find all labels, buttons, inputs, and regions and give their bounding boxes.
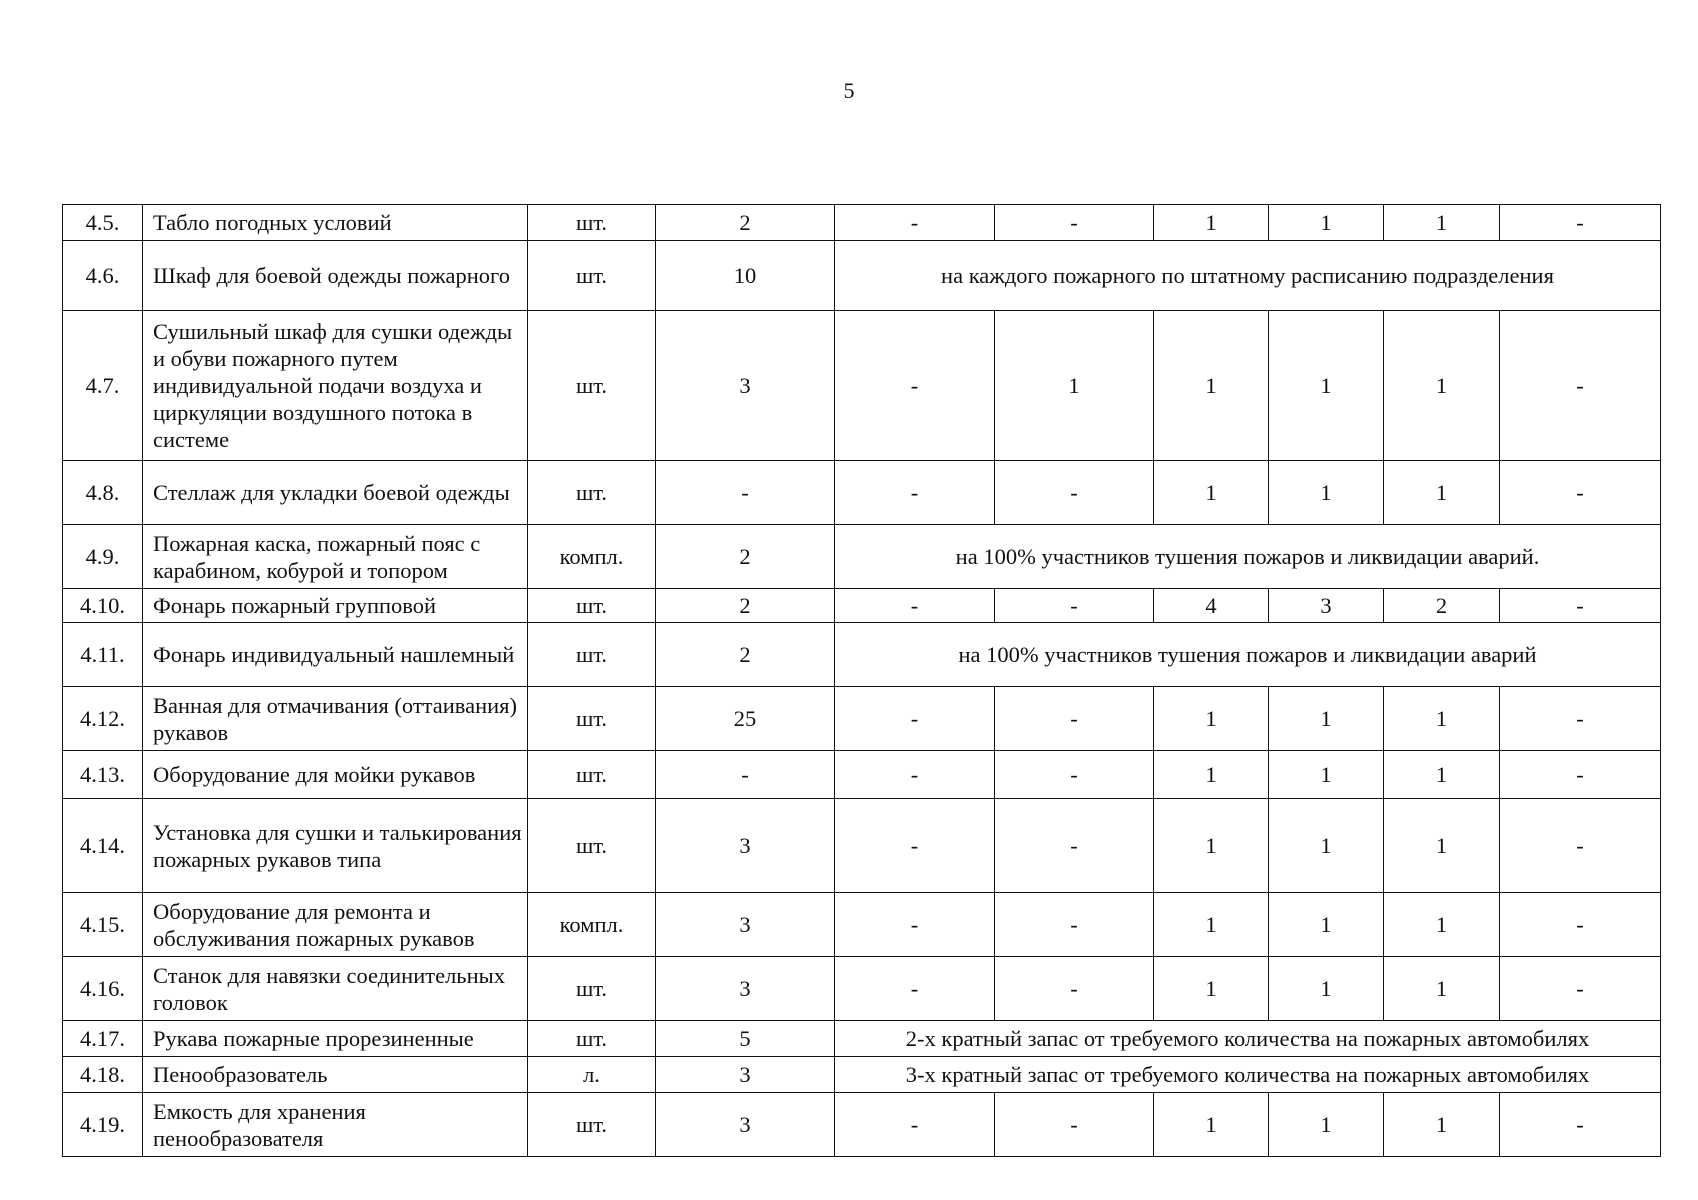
quantity-cell: 3 (656, 1057, 835, 1093)
unit-cell: шт. (528, 205, 656, 241)
quantity-cell: - (656, 461, 835, 525)
value-cell: 1 (1269, 311, 1384, 461)
row-number: 4.16. (63, 957, 143, 1021)
item-name: Установка для сушки и талькирования пожарных рукавов типа (143, 799, 528, 893)
value-cell: 1 (1154, 957, 1269, 1021)
table-row (63, 799, 1661, 893)
item-name: Оборудование для ремонта и обслуживания пожарных рукавов (143, 893, 528, 957)
value-cell: 1 (1154, 893, 1269, 957)
value-cell: 1 (1384, 751, 1500, 799)
quantity-cell: 2 (656, 589, 835, 623)
value-cell: 1 (1384, 687, 1500, 751)
row-number: 4.18. (63, 1057, 143, 1093)
value-cell: 1 (1384, 1093, 1500, 1157)
unit-cell: компл. (528, 893, 656, 957)
value-cell: - (1500, 461, 1661, 525)
unit-cell: шт. (528, 589, 656, 623)
unit-cell: шт. (528, 1021, 656, 1057)
item-name: Фонарь пожарный групповой (143, 589, 528, 623)
note-cell: на 100% участников тушения пожаров и ликвидации аварий. (835, 525, 1661, 589)
quantity-cell: 2 (656, 623, 835, 687)
item-name: Пожарная каска, пожарный пояс с карабином, кобурой и топором (143, 525, 528, 589)
value-cell: 1 (1154, 311, 1269, 461)
value-cell: 1 (1384, 205, 1500, 241)
table-row (63, 623, 1661, 687)
unit-cell: шт. (528, 1093, 656, 1157)
row-number: 4.19. (63, 1093, 143, 1157)
value-cell: - (835, 751, 995, 799)
quantity-cell: 3 (656, 311, 835, 461)
table-body (63, 205, 1661, 1157)
table-row (63, 687, 1661, 751)
value-cell: 1 (1154, 205, 1269, 241)
value-cell: - (1500, 799, 1661, 893)
note-cell: 3-х кратный запас от требуемого количества на пожарных автомобилях (835, 1057, 1661, 1093)
row-number: 4.14. (63, 799, 143, 893)
value-cell: 1 (1269, 957, 1384, 1021)
value-cell: 1 (1384, 799, 1500, 893)
value-cell: 1 (1269, 1093, 1384, 1157)
note-cell: на каждого пожарного по штатному расписанию подразделения (835, 241, 1661, 311)
unit-cell: шт. (528, 461, 656, 525)
quantity-cell: 3 (656, 799, 835, 893)
quantity-cell: 3 (656, 893, 835, 957)
value-cell: 1 (1269, 687, 1384, 751)
item-name: Стеллаж для укладки боевой одежды (143, 461, 528, 525)
item-name: Оборудование для мойки рукавов (143, 751, 528, 799)
quantity-cell: 2 (656, 525, 835, 589)
value-cell: 4 (1154, 589, 1269, 623)
value-cell: - (1500, 893, 1661, 957)
table-row (63, 461, 1661, 525)
table-row (63, 1093, 1661, 1157)
value-cell: - (835, 311, 995, 461)
quantity-cell: 10 (656, 241, 835, 311)
item-name: Рукава пожарные прорезиненные (143, 1021, 528, 1057)
value-cell: - (995, 687, 1154, 751)
value-cell: - (1500, 957, 1661, 1021)
row-number: 4.7. (63, 311, 143, 461)
value-cell: - (1500, 589, 1661, 623)
value-cell: 1 (1384, 957, 1500, 1021)
quantity-cell: - (656, 751, 835, 799)
table-row (63, 589, 1661, 623)
value-cell: - (835, 589, 995, 623)
table-row (63, 311, 1661, 461)
value-cell: 1 (1154, 1093, 1269, 1157)
page-number: 5 (843, 78, 855, 103)
row-number: 4.10. (63, 589, 143, 623)
value-cell: 2 (1384, 589, 1500, 623)
unit-cell: л. (528, 1057, 656, 1093)
value-cell: - (1500, 205, 1661, 241)
value-cell: 3 (1269, 589, 1384, 623)
table-row (63, 241, 1661, 311)
value-cell: 1 (1384, 311, 1500, 461)
unit-cell: шт. (528, 241, 656, 311)
value-cell: 1 (1269, 799, 1384, 893)
unit-cell: шт. (528, 751, 656, 799)
quantity-cell: 5 (656, 1021, 835, 1057)
row-number: 4.11. (63, 623, 143, 687)
note-cell: на 100% участников тушения пожаров и ликвидации аварий (835, 623, 1661, 687)
item-name: Шкаф для боевой одежды пожарного (143, 241, 528, 311)
value-cell: - (1500, 311, 1661, 461)
unit-cell: компл. (528, 525, 656, 589)
value-cell: - (835, 461, 995, 525)
row-number: 4.12. (63, 687, 143, 751)
value-cell: - (1500, 751, 1661, 799)
value-cell: 1 (995, 311, 1154, 461)
row-number: 4.8. (63, 461, 143, 525)
item-name: Емкость для хранения пенообразователя (143, 1093, 528, 1157)
unit-cell: шт. (528, 957, 656, 1021)
value-cell: - (835, 893, 995, 957)
row-number: 4.13. (63, 751, 143, 799)
value-cell: - (835, 1093, 995, 1157)
value-cell: 1 (1154, 687, 1269, 751)
value-cell: 1 (1384, 461, 1500, 525)
item-name: Пенообразователь (143, 1057, 528, 1093)
value-cell: 1 (1269, 461, 1384, 525)
equipment-table (62, 204, 1661, 1157)
value-cell: 1 (1154, 799, 1269, 893)
value-cell: 1 (1269, 893, 1384, 957)
item-name: Сушильный шкаф для сушки одежды и обуви пожарного путем индивидуальной подачи воздуха и циркуляции воздушного потока в системе (143, 311, 528, 461)
unit-cell: шт. (528, 687, 656, 751)
value-cell: - (835, 957, 995, 1021)
value-cell: - (835, 799, 995, 893)
value-cell: - (835, 205, 995, 241)
value-cell: - (995, 1093, 1154, 1157)
value-cell: - (995, 957, 1154, 1021)
item-name: Станок для навязки соединительных головок (143, 957, 528, 1021)
value-cell: - (995, 799, 1154, 893)
value-cell: - (995, 893, 1154, 957)
item-name: Ванная для отмачивания (оттаивания) рукавов (143, 687, 528, 751)
value-cell: 1 (1154, 751, 1269, 799)
table-row (63, 525, 1661, 589)
item-name: Фонарь индивидуальный нашлемный (143, 623, 528, 687)
value-cell: 1 (1269, 205, 1384, 241)
quantity-cell: 25 (656, 687, 835, 751)
unit-cell: шт. (528, 311, 656, 461)
value-cell: - (1500, 687, 1661, 751)
quantity-cell: 2 (656, 205, 835, 241)
value-cell: - (835, 687, 995, 751)
value-cell: - (1500, 1093, 1661, 1157)
quantity-cell: 3 (656, 1093, 835, 1157)
note-cell: 2-х кратный запас от требуемого количества на пожарных автомобилях (835, 1021, 1661, 1057)
value-cell: - (995, 461, 1154, 525)
table-row (63, 205, 1661, 241)
row-number: 4.17. (63, 1021, 143, 1057)
value-cell: 1 (1154, 461, 1269, 525)
row-number: 4.15. (63, 893, 143, 957)
row-number: 4.5. (63, 205, 143, 241)
value-cell: 1 (1269, 751, 1384, 799)
value-cell: - (995, 751, 1154, 799)
row-number: 4.9. (63, 525, 143, 589)
value-cell: 1 (1384, 893, 1500, 957)
item-name: Табло погодных условий (143, 205, 528, 241)
row-number: 4.6. (63, 241, 143, 311)
table-row (63, 893, 1661, 957)
value-cell: - (995, 589, 1154, 623)
table-row (63, 751, 1661, 799)
unit-cell: шт. (528, 799, 656, 893)
table-row (63, 1057, 1661, 1093)
value-cell: - (995, 205, 1154, 241)
table-row (63, 1021, 1661, 1057)
quantity-cell: 3 (656, 957, 835, 1021)
table-row (63, 957, 1661, 1021)
unit-cell: шт. (528, 623, 656, 687)
